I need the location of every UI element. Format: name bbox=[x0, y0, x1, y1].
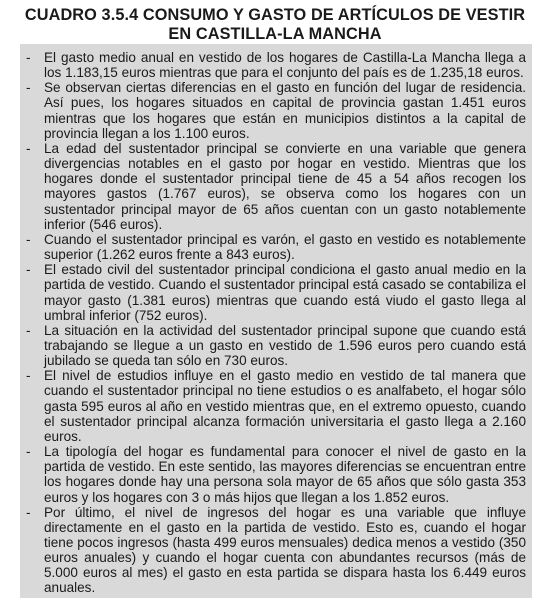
list-item bbox=[20, 262, 532, 323]
bullet-dash: - bbox=[26, 504, 31, 520]
list-item bbox=[20, 444, 532, 505]
bullet-text: La situación en la actividad del sustentador principal supone que cuando está trabajando se llegue a un gasto en vestido de 1.596 euros pero cuando está jubilado se queda tan sólo en 730 euros. bbox=[44, 322, 526, 369]
bullet-dash: - bbox=[26, 368, 31, 384]
bullet-text: Por último, el nivel de ingresos del hogar es una variable que influye directamente en el gasto en la partida de vestido. Esto es, cuando el hogar tiene pocos ingresos (hasta 499 euros mensuales) dedica menos a vestido (350 euros anuales) y cuando el hogar cuenta con abundantes recursos (más de 5.000 euros al mes) el gasto en esta partida se dispara hasta los 6.449 euros anuales. bbox=[44, 504, 526, 596]
bullet-list bbox=[20, 50, 532, 596]
bullet-dash: - bbox=[26, 262, 31, 278]
content-box bbox=[20, 44, 532, 598]
bullet-dash: - bbox=[26, 140, 31, 156]
bullet-text: La tipología del hogar es fundamental para conocer el nivel de gasto en la partida de vestido. En este sentido, las mayores diferencias se encuentran entre los hogares donde hay una persona sola mayor de 65 años que sólo gasta 353 euros y los hogares con 3 o más hijos que llegan a los 1.852 euros. bbox=[44, 444, 526, 505]
list-item bbox=[20, 323, 532, 368]
list-item bbox=[20, 141, 532, 232]
title-line-1: CUADRO 3.5.4 CONSUMO Y GASTO DE ARTÍCULOS DE VESTIR bbox=[24, 6, 526, 24]
bullet-dash: - bbox=[26, 444, 31, 460]
bullet-text: El gasto medio anual en vestido de los hogares de Castilla-La Mancha llega a los 1.183,15 euros mientras que para el conjunto del país es de 1.235,18 euros. bbox=[44, 50, 526, 81]
list-item bbox=[20, 232, 532, 262]
list-item bbox=[20, 80, 532, 141]
list-item bbox=[20, 368, 532, 444]
bullet-dash: - bbox=[26, 322, 31, 338]
bullet-dash: - bbox=[26, 231, 31, 247]
bullet-text: La edad del sustentador principal se convierte en una variable que genera divergencias notables en el gasto por hogar en vestido. Mientras que los hogares donde el sustentador principal tiene de 45 a 54 años recogen los mayores gastos (1.767 euros), se observa como los hogares con un sustentador principal mayor de 65 años cuentan con un gasto notablemente inferior (546 euros). bbox=[44, 140, 526, 232]
bullet-text: Cuando el sustentador principal es varón, el gasto en vestido es notablemente superior (1.262 euros frente a 843 euros). bbox=[44, 231, 526, 263]
bullet-dash: - bbox=[26, 50, 31, 65]
page-title bbox=[0, 6, 550, 44]
bullet-text: El estado civil del sustentador principal condiciona el gasto anual medio en la partida de vestido. Cuando el sustentador principal está casado se contabiliza el mayor gasto (1.381 euros) mientras que cuando está viudo el gasto llega al umbral inferior (752 euros). bbox=[44, 262, 526, 323]
list-item bbox=[20, 505, 532, 596]
title-line-2: EN CASTILLA-LA MANCHA bbox=[168, 25, 382, 43]
bullet-dash: - bbox=[26, 80, 31, 96]
bullet-text: El nivel de estudios influye en el gasto medio en vestido de tal manera que cuando el sustentador principal no tiene estudios o es analfabeto, el hogar sólo gasta 595 euros al año en vestido mientras que, en el extremo opuesto, cuando el sustentador principal alcanza formación universitaria el gasto llega a 2.160 euros. bbox=[44, 368, 526, 444]
list-item bbox=[20, 50, 532, 80]
bullet-text: Se observan ciertas diferencias en el gasto en función del lugar de residencia. Así pues, los hogares situados en capital de provincia gastan 1.451 euros mientras que los hogares que están en municipios distintos a la capital de provincia llegan a los 1.100 euros. bbox=[44, 80, 526, 141]
